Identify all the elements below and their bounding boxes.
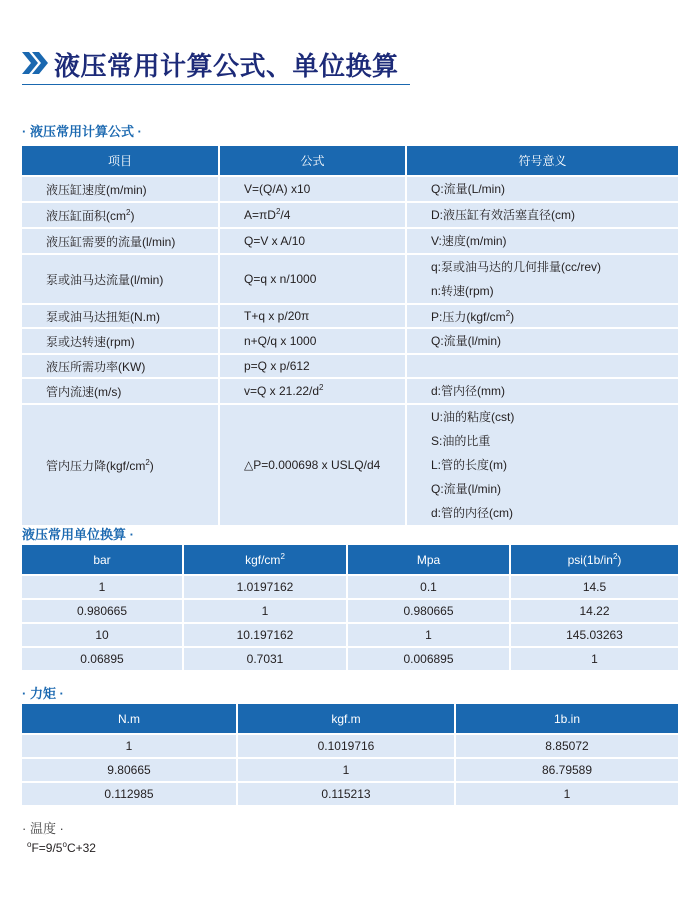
table-row (22, 379, 678, 405)
meaning-cell (407, 305, 678, 329)
table-cell: 145.03263 (511, 624, 678, 648)
item-cell: 泵或油马达扭矩(N.m) (22, 305, 220, 329)
table-row (22, 355, 678, 379)
torque-table (22, 704, 678, 807)
table-cell: 1 (456, 783, 678, 807)
formula-cell: T+q x p/20π (220, 305, 407, 329)
formula-cell: Q=V x A/10 (220, 229, 407, 255)
table-cell: 1.0197162 (184, 576, 348, 600)
units-table (22, 545, 678, 672)
meaning-line: D:液压缸有效活塞直径(cm) (431, 208, 575, 222)
meaning-cell (407, 229, 678, 255)
formula-cell: Q=q x n/1000 (220, 255, 407, 305)
meaning-cell (407, 355, 678, 379)
formula-cell: △P=0.000698 x USLQ/d4 (220, 405, 407, 527)
item-cell: 液压缸需要的流量(l/min) (22, 229, 220, 255)
meaning-line: Q:流量(L/min) (431, 182, 506, 196)
fahrenheit-text: F=9/5 (31, 841, 63, 855)
table-row (22, 329, 678, 355)
column-header-meaning: 符号意义 (407, 146, 678, 177)
table-cell: 86.79589 (456, 759, 678, 783)
table-row (22, 783, 678, 807)
table-cell: 1 (238, 759, 456, 783)
temperature-formula (27, 841, 96, 855)
formulas-section-title: · 液压常用计算公式 · (22, 124, 142, 139)
column-header-kgf (184, 545, 348, 576)
table-row (22, 576, 678, 600)
column-header-mpa: Mpa (348, 545, 511, 576)
table-cell: 14.5 (511, 576, 678, 600)
item-tail: ) (149, 458, 154, 473)
table-cell: 8.85072 (456, 735, 678, 759)
table-cell: 1 (22, 735, 238, 759)
table-cell: 0.980665 (348, 600, 511, 624)
meaning-cell (407, 177, 678, 203)
meaning-line: L:管的长度(m) (431, 458, 507, 472)
meaning-line: V:速度(m/min) (431, 234, 507, 248)
superscript: 2 (505, 308, 511, 318)
formula-cell: n+Q/q x 1000 (220, 329, 407, 355)
torque-section-title: · 力矩 · (22, 686, 64, 701)
table-cell: 0.006895 (348, 648, 511, 672)
formula-tail: /4 (280, 208, 291, 222)
column-header-item: 项目 (22, 146, 220, 177)
column-header-psi (511, 545, 678, 576)
table-header-row (22, 146, 678, 177)
column-header-bar: bar (22, 545, 184, 576)
page-header (22, 44, 410, 85)
meaning-cell (407, 329, 678, 355)
degree-sign: o (27, 840, 32, 849)
formula-cell (220, 203, 407, 229)
units-section-title: 液压常用单位换算 · (22, 527, 134, 542)
item-cell: 管内流速(m/s) (22, 379, 220, 405)
item-cell: 液压所需功率(KW) (22, 355, 220, 379)
double-chevron-right-icon (22, 52, 48, 74)
table-row (22, 203, 678, 229)
table-row (22, 229, 678, 255)
table-cell: 14.22 (511, 600, 678, 624)
table-cell: 0.7031 (184, 648, 348, 672)
meaning-cell (407, 405, 678, 527)
meaning-line: q:泵或油马达的几何排量(cc/rev) (431, 260, 602, 274)
column-header-nm: N.m (22, 704, 238, 735)
formulas-table (22, 146, 678, 527)
table-header-row (22, 704, 678, 735)
superscript: 2 (275, 207, 281, 216)
superscript: 2 (612, 551, 618, 561)
meaning-text: P:压力(kgf/cm (431, 309, 506, 324)
item-text: 液压缸面积(cm (46, 208, 126, 223)
meaning-line: Q:流量(l/min) (431, 482, 501, 496)
table-row (22, 624, 678, 648)
table-cell: 0.980665 (22, 600, 184, 624)
item-cell: 液压缸速度(m/min) (22, 177, 220, 203)
formula-text: A=πD (244, 208, 276, 222)
meaning-line: U:油的粘度(cst) (431, 410, 515, 424)
page-title: 液压常用计算公式、单位换算 (54, 51, 399, 81)
celsius-text: C+32 (66, 841, 96, 855)
table-cell: 0.1019716 (238, 735, 456, 759)
table-row (22, 405, 678, 527)
item-cell: 泵或达转速(rpm) (22, 329, 220, 355)
formula-cell: p=Q x p/612 (220, 355, 407, 379)
formula-cell: V=(Q/A) x10 (220, 177, 407, 203)
meaning-line: d:管内径(mm) (431, 384, 505, 398)
table-cell: 1 (184, 600, 348, 624)
column-header-formula: 公式 (220, 146, 407, 177)
item-cell (22, 405, 220, 527)
meaning-cell (407, 255, 678, 305)
table-cell: 1 (348, 624, 511, 648)
meaning-tail: ) (510, 309, 515, 324)
table-row (22, 759, 678, 783)
column-header-lbin: 1b.in (456, 704, 678, 735)
superscript: 2 (145, 457, 150, 467)
table-cell: 10 (22, 624, 184, 648)
superscript: 2 (126, 207, 131, 217)
table-row (22, 648, 678, 672)
column-header-kgfm: kgf.m (238, 704, 456, 735)
meaning-line: d:管的内径(cm) (431, 506, 513, 520)
table-cell: 1 (22, 576, 184, 600)
meaning-cell (407, 379, 678, 405)
table-row (22, 305, 678, 329)
meaning-cell (407, 203, 678, 229)
table-row (22, 600, 678, 624)
table-cell: 0.112985 (22, 783, 238, 807)
superscript: 2 (319, 383, 324, 392)
meaning-line: S:油的比重 (431, 434, 491, 448)
table-row (22, 177, 678, 203)
item-text: 管内压力降(kgf/cm (46, 458, 146, 473)
table-cell: 10.197162 (184, 624, 348, 648)
table-row (22, 255, 678, 305)
item-tail: ) (130, 208, 135, 223)
table-cell: 0.115213 (238, 783, 456, 807)
header-text: kgf/cm (245, 552, 281, 567)
degree-sign: o (62, 840, 67, 849)
meaning-line: n:转速(rpm) (431, 284, 494, 298)
header-text: psi(1b/in (567, 552, 613, 567)
meaning-line: Q:流量(l/min) (431, 334, 501, 348)
table-cell: 9.80665 (22, 759, 238, 783)
superscript: 2 (280, 551, 285, 561)
table-cell: 0.06895 (22, 648, 184, 672)
table-header-row (22, 545, 678, 576)
table-row (22, 735, 678, 759)
formula-text: v=Q x 21.22/d (244, 384, 320, 398)
item-cell: 泵或油马达流量(l/min) (22, 255, 220, 305)
item-cell (22, 203, 220, 229)
formula-cell (220, 379, 407, 405)
temperature-section-title: · 温度 · (22, 821, 64, 836)
table-cell: 1 (511, 648, 678, 672)
table-cell: 0.1 (348, 576, 511, 600)
header-tail: ) (617, 552, 622, 567)
